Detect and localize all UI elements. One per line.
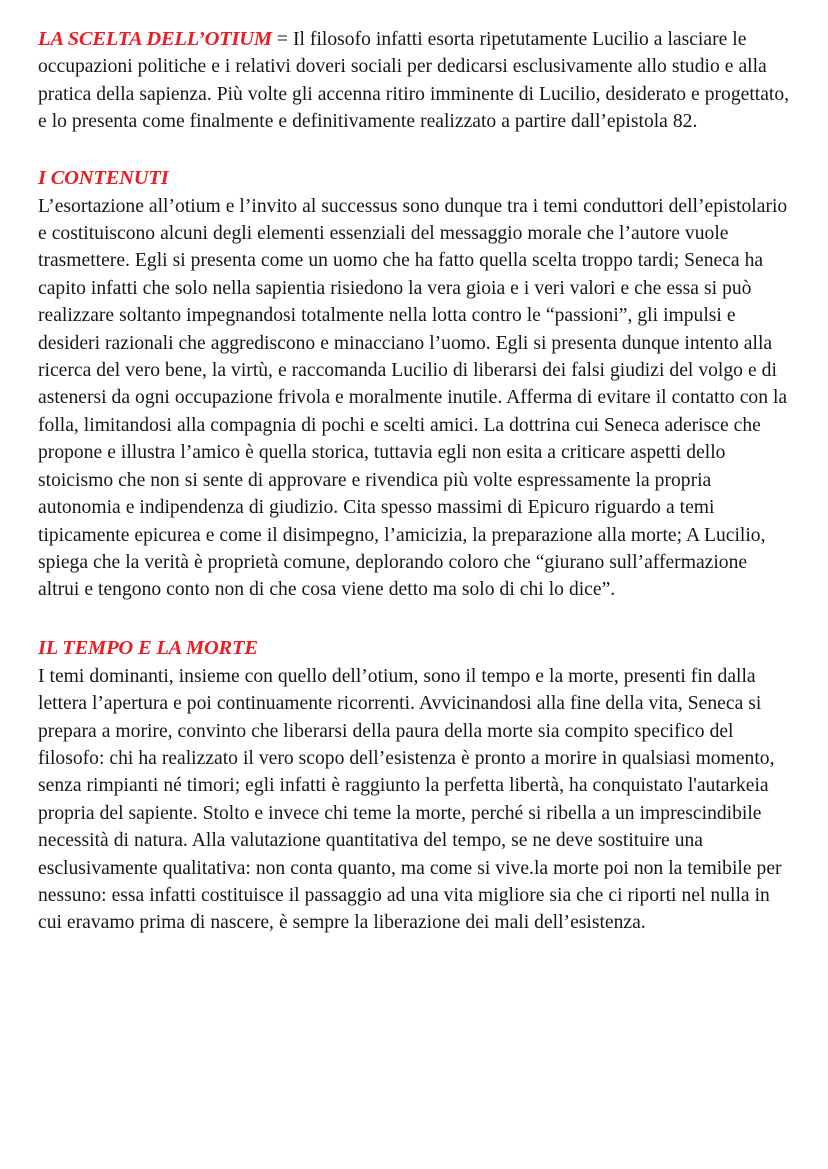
section-otium bbox=[38, 26, 790, 136]
section-contenuti bbox=[38, 165, 790, 604]
document-body bbox=[38, 26, 790, 937]
section-tempo-morte-paragraph: I temi dominanti, insieme con quello dell’otium, sono il tempo e la morte, presenti fin dalla lettera l’apertura e poi continuamente ricorrenti. Avvicinandosi alla fine della vita, Seneca si prepara a morire, convinto che liberarsi della paura della morte sia compito specifico del filosofo: chi ha realizzato il vero scopo dell’esistenza è pronto a morire in qualsiasi momento, senza rimpianti né timori; egli infatti è raggiunto la perfetta libertà, ha conquistato l'autarkeia propria del sapiente. Stolto e invece chi teme la morte, perché si ribella a un imprescindibile necessità di natura. Alla valutazione quantitativa del tempo, se ne deve sostituire una esclusivamente qualitativa: non conta quanto, ma come si vive.la morte poi non la temibile per nessuno: essa infatti costituisce il passaggio ad una vita migliore sia che ci riporti nel nulla in cui eravamo prima di nascere, è sempre la liberazione dei mali dell’esistenza. bbox=[38, 665, 782, 934]
section-gap-2 bbox=[38, 604, 790, 635]
section-tempo-morte bbox=[38, 635, 790, 937]
section-otium-separator: = bbox=[271, 29, 293, 50]
section-otium-text: Il filosofo infatti esorta ripetutamente Lucilio a lasciare le occupazioni politiche e i relativi doveri sociali per dedicarsi esclusivamente allo studio e alla pratica della sapienza. Più volte gli accenna ritiro imminente di Lucilio, desiderato e progettato, e lo presenta come finalmente e definitivamente realizzato a partire dall’epistola 82. bbox=[38, 29, 790, 133]
section-contenuti-paragraph: L’esortazione all’otium e l’invito al successus sono dunque tra i temi conduttori dell’epistolario e costituiscono alcuni degli elementi essenziali del messaggio morale che l’autore vuole trasmettere. Egli si presenta come un uomo che ha fatto quella scelta troppo tardi; Seneca ha capito infatti che solo nella sapientia risiedono la vera gioia e i veri valori e che essa si può realizzare soltanto impegnandosi totalmente nella lotta contro le “passioni”, gli impulsi e desideri razionali che aggrediscono e minacciano l’uomo. Egli si presenta dunque intento alla ricerca del vero bene, la virtù, e raccomanda Lucilio di liberarsi dei falsi giudizi del volgo e di astenersi da ogni occupazione frivola e moralmente inutile. Afferma di evitare il contatto con la folla, limitandosi alla compagnia di pochi e scelti amici. La dottrina cui Seneca aderisce che propone e illustra l’amico è quella storica, tuttavia egli non esita a criticare aspetti dello stoicismo che non si sente di approvare e rivendica più volte espressamente la propria autonomia e indipendenza di giudizio. Cita spesso massimi di Epicuro riguardo a temi tipicamente epicurea e come il disimpegno, l’amicizia, la preparazione alla morte; A Lucilio, spiega che la verità è proprietà comune, deplorando coloro che “giurano sull’affermazione altrui e tengono conto non di che cosa viene detto ma solo di chi lo dice”. bbox=[38, 195, 788, 601]
section-gap-1 bbox=[38, 136, 790, 165]
section-tempo-morte-heading: IL TEMPO E LA MORTE bbox=[38, 636, 258, 659]
section-contenuti-heading: I CONTENUTI bbox=[38, 166, 169, 189]
section-otium-heading: LA SCELTA DELL’OTIUM bbox=[38, 28, 272, 50]
section-otium-paragraph bbox=[38, 26, 790, 136]
